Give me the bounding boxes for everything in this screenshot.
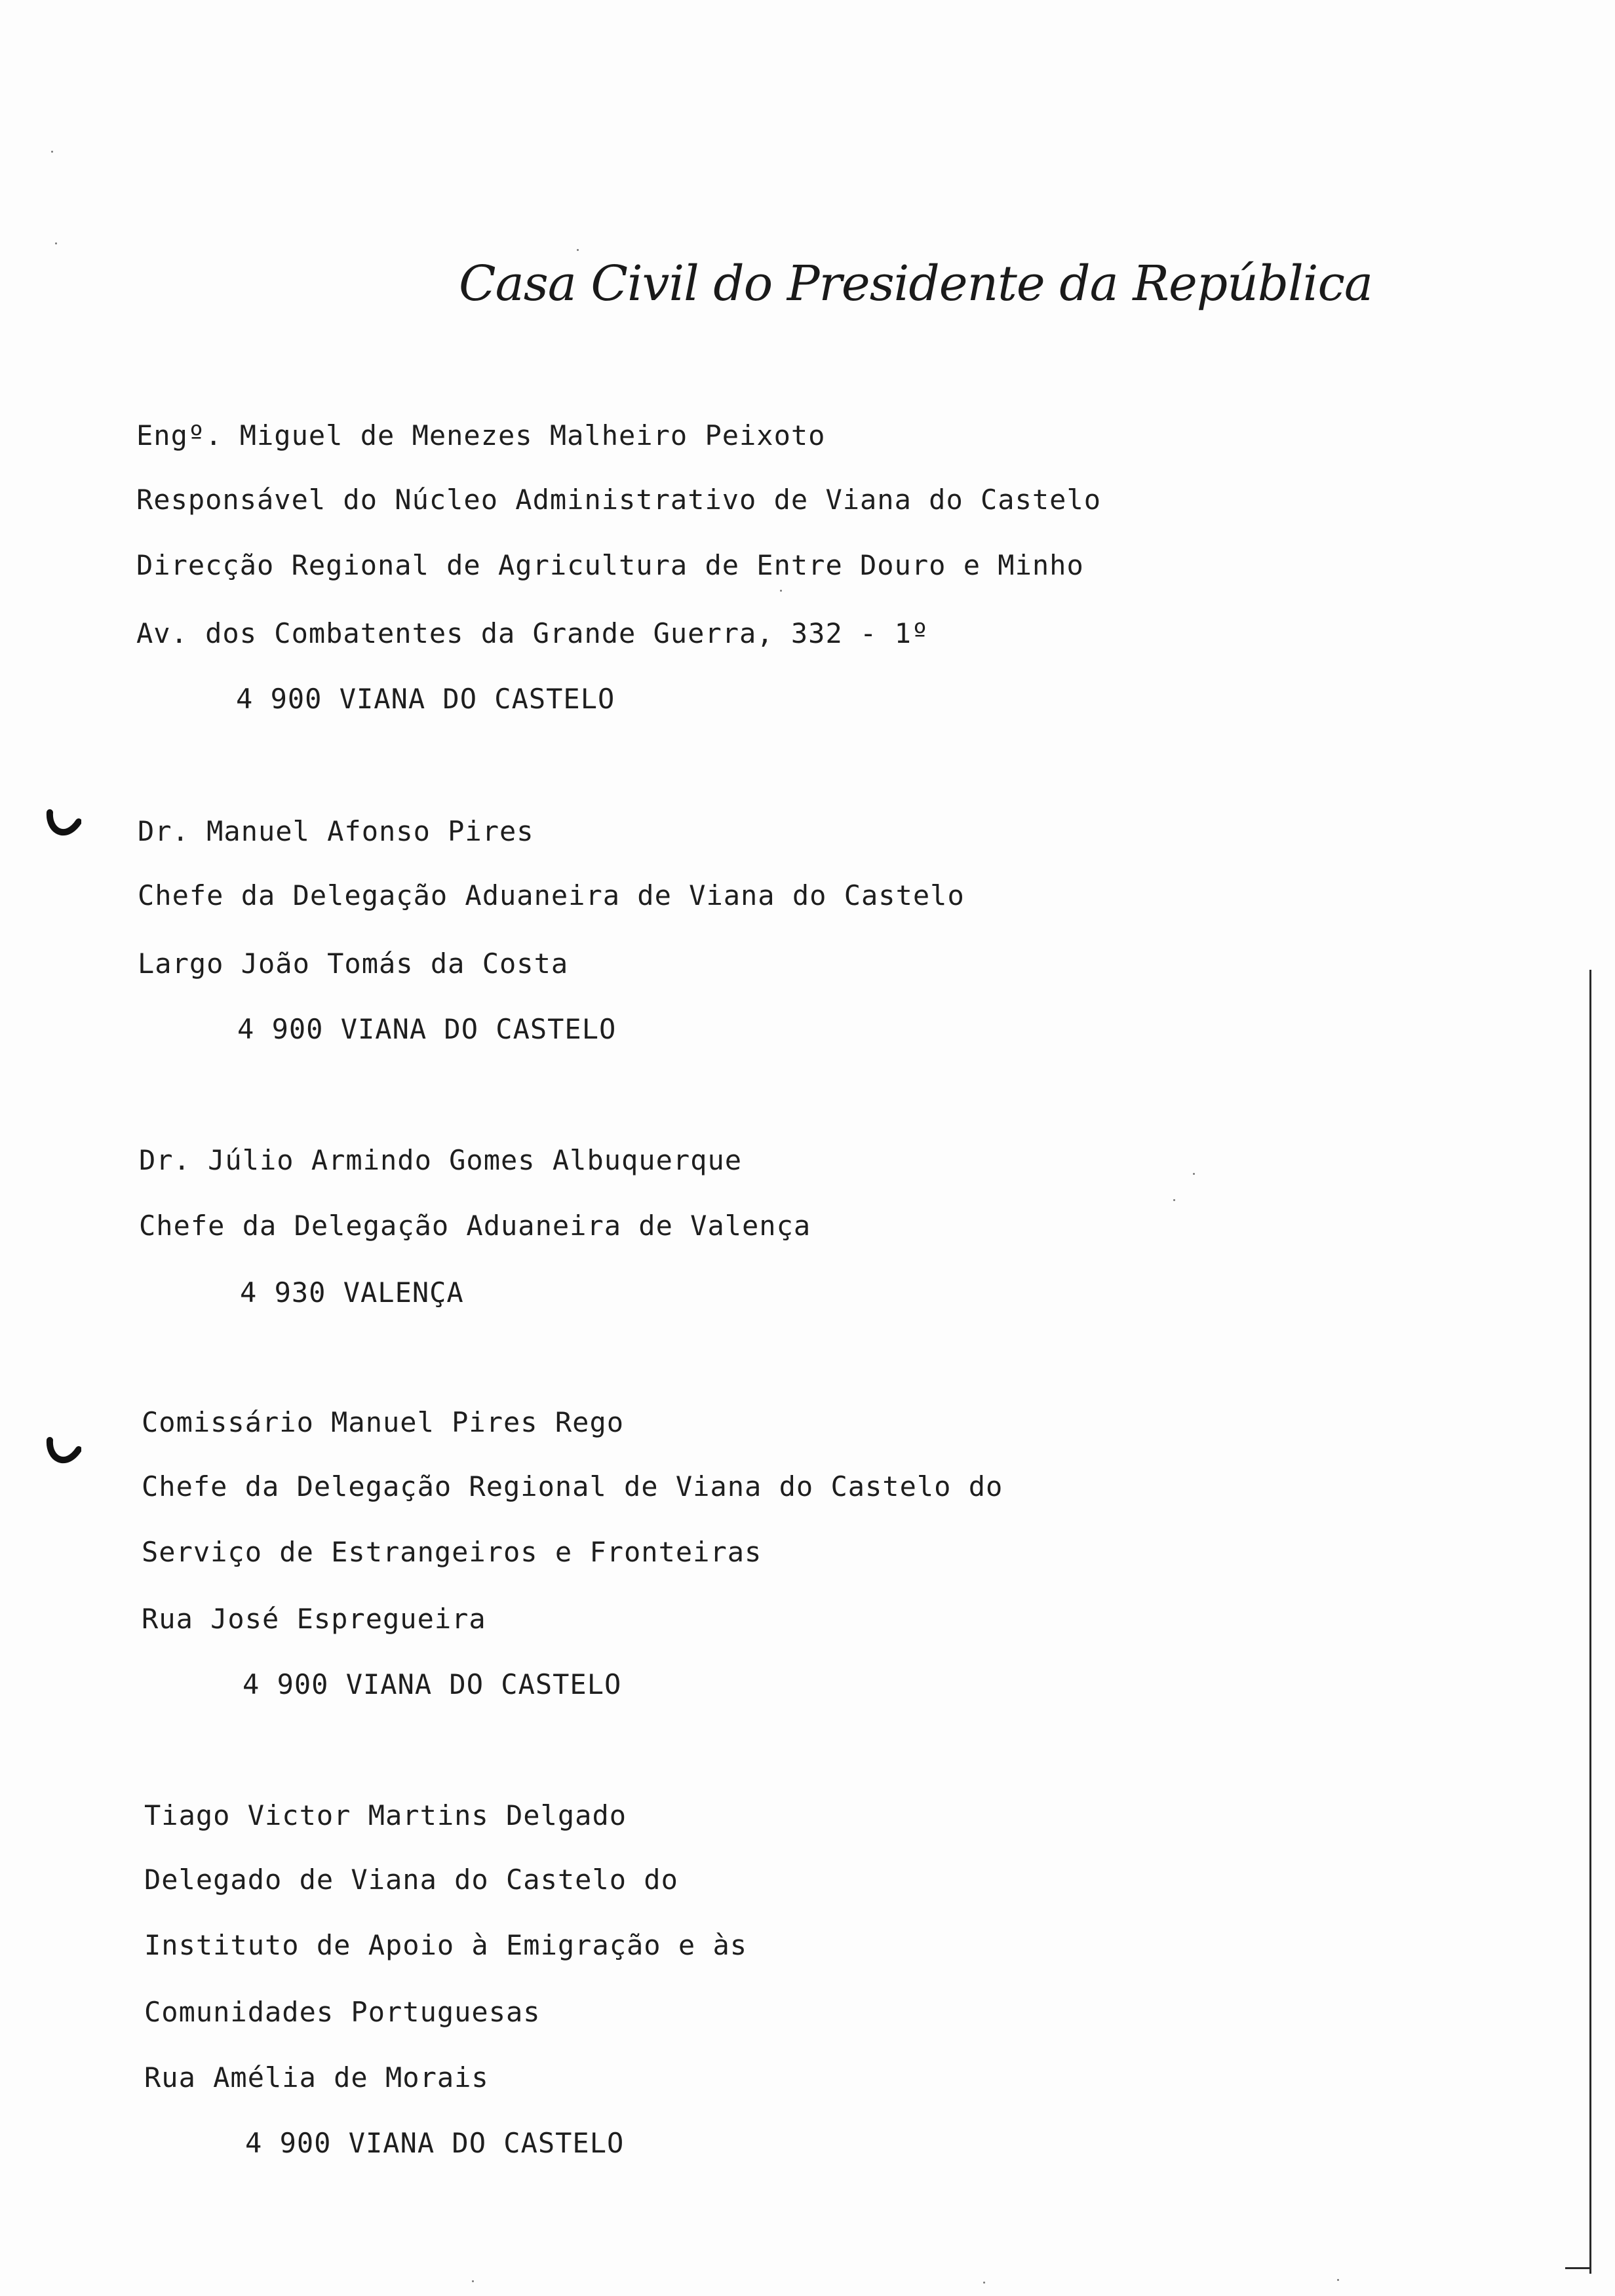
scan-speck xyxy=(577,249,579,251)
scan-speck xyxy=(1173,1199,1175,1201)
scan-speck xyxy=(1337,2279,1339,2281)
scan-speck xyxy=(983,2282,985,2284)
entry-title: Chefe da Delegação Aduaneira de Viana do Castelo xyxy=(138,879,965,911)
entry-name: Comissário Manuel Pires Rego xyxy=(142,1406,625,1438)
scan-edge-line xyxy=(1565,2267,1591,2269)
entry-postal: 4 930 VALENÇA xyxy=(240,1276,464,1309)
scan-speck xyxy=(472,2280,474,2282)
entry-title: Delegado de Viana do Castelo do xyxy=(144,1864,678,1896)
entry-postal: 4 900 VIANA DO CASTELO xyxy=(236,683,615,715)
entry-name: Dr. Manuel Afonso Pires xyxy=(138,815,534,847)
entry-name: Dr. Júlio Armindo Gomes Albuquerque xyxy=(139,1144,743,1176)
entry-postal: 4 900 VIANA DO CASTELO xyxy=(237,1013,617,1045)
entry-street: Rua Amélia de Morais xyxy=(144,2061,489,2094)
entry-organization: Serviço de Estrangeiros e Fronteiras xyxy=(142,1536,762,1568)
scan-speck xyxy=(55,242,57,244)
entry-postal: 4 900 VIANA DO CASTELO xyxy=(245,2127,625,2159)
pen-check-mark xyxy=(46,807,81,843)
entry-name: Tiago Victor Martins Delgado xyxy=(144,1799,627,1831)
entry-street: Largo João Tomás da Costa xyxy=(138,947,569,980)
scan-edge-line xyxy=(1589,970,1591,2274)
entry-street: Av. dos Combatentes da Grande Guerra, 332 - 1º xyxy=(136,617,929,649)
entry-organization-continued: Comunidades Portuguesas xyxy=(144,1996,541,2028)
entry-postal: 4 900 VIANA DO CASTELO xyxy=(243,1668,622,1700)
entry-organization: Instituto de Apoio à Emigração e às xyxy=(144,1929,748,1961)
entry-name: Engº. Miguel de Menezes Malheiro Peixoto xyxy=(136,419,826,451)
entry-title: Chefe da Delegação Aduaneira de Valença xyxy=(139,1210,811,1242)
entry-title: Responsável do Núcleo Administrativo de Viana do Castelo xyxy=(136,484,1102,516)
pen-check-mark xyxy=(46,1435,81,1470)
entry-organization: Direcção Regional de Agricultura de Entre Douro e Minho xyxy=(136,549,1084,581)
letterhead-title: Casa Civil do Presidente da República xyxy=(459,256,1373,312)
entry-street: Rua José Espregueira xyxy=(142,1603,486,1635)
entry-title: Chefe da Delegação Regional de Viana do Castelo do xyxy=(142,1470,1003,1502)
scan-speck xyxy=(1193,1173,1195,1175)
scan-speck xyxy=(780,590,782,592)
scan-speck xyxy=(51,151,53,153)
